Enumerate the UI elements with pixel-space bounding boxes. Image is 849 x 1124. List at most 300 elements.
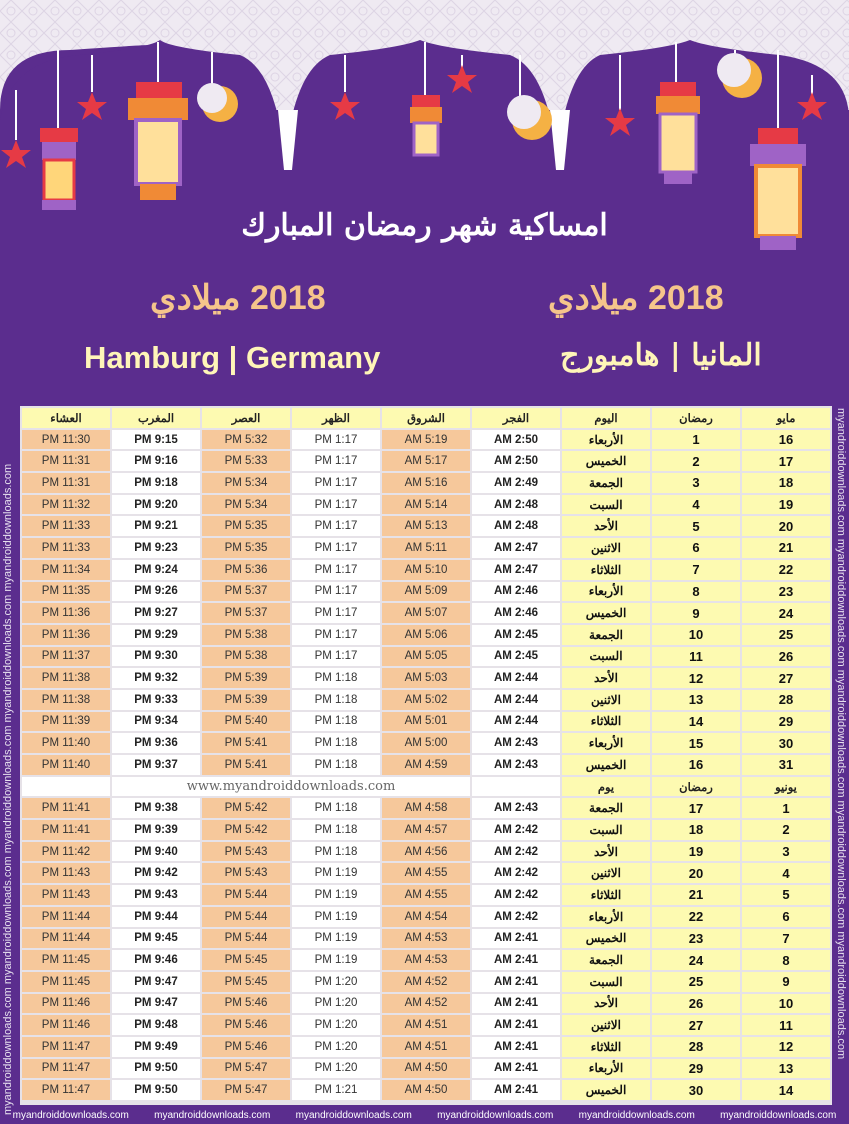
header-ramadan: رمضان [652, 777, 740, 797]
asr-time: 5:41 PM [202, 733, 290, 753]
fajr-time: 2:48 AM [472, 516, 560, 536]
dhuhr-time: 1:20 PM [292, 1015, 380, 1035]
weekday: الاثنين [562, 1015, 650, 1035]
asr-time: 5:37 PM [202, 582, 290, 602]
isha-time: 11:47 PM [22, 1059, 110, 1079]
fajr-time: 2:44 AM [472, 712, 560, 732]
table-row [22, 1059, 830, 1079]
gregorian-date: 14 [742, 1080, 830, 1100]
table-row [22, 495, 830, 515]
asr-time: 5:47 PM [202, 1080, 290, 1100]
gregorian-date: 16 [742, 430, 830, 450]
city-arabic: المانيا | هامبورج [560, 338, 762, 373]
isha-time: 11:31 PM [22, 451, 110, 471]
gregorian-date: 4 [742, 863, 830, 883]
blank-cell [472, 777, 560, 797]
isha-time: 11:40 PM [22, 733, 110, 753]
table-row [22, 842, 830, 862]
fajr-time: 2:43 AM [472, 755, 560, 775]
dhuhr-time: 1:18 PM [292, 820, 380, 840]
shuruq-time: 5:03 AM [382, 668, 470, 688]
fajr-time: 2:44 AM [472, 690, 560, 710]
fajr-time: 2:42 AM [472, 842, 560, 862]
gregorian-date: 22 [742, 560, 830, 580]
lantern-icon [410, 95, 442, 155]
maghrib-time: 9:26 PM [112, 582, 200, 602]
header-month: مايو [742, 408, 830, 428]
isha-time: 11:30 PM [22, 430, 110, 450]
isha-time: 11:40 PM [22, 755, 110, 775]
ramadan-day: 6 [652, 538, 740, 558]
maghrib-time: 9:32 PM [112, 668, 200, 688]
header-day: اليوم [562, 408, 650, 428]
shuruq-time: 4:55 AM [382, 863, 470, 883]
asr-time: 5:37 PM [202, 603, 290, 623]
fajr-time: 2:41 AM [472, 1080, 560, 1100]
shuruq-time: 4:55 AM [382, 885, 470, 905]
weekday: الخميس [562, 1080, 650, 1100]
isha-time: 11:46 PM [22, 994, 110, 1014]
shuruq-time: 4:51 AM [382, 1037, 470, 1057]
gregorian-date: 27 [742, 668, 830, 688]
gregorian-date: 9 [742, 972, 830, 992]
weekday: الاثنين [562, 863, 650, 883]
asr-time: 5:39 PM [202, 690, 290, 710]
shuruq-time: 4:50 AM [382, 1080, 470, 1100]
weekday: الجمعة [562, 950, 650, 970]
shuruq-time: 4:51 AM [382, 1015, 470, 1035]
asr-time: 5:35 PM [202, 516, 290, 536]
ramadan-day: 18 [652, 820, 740, 840]
maghrib-time: 9:45 PM [112, 929, 200, 949]
watermark: www.myandroiddownloads.com [112, 777, 470, 797]
weekday: الأربعاء [562, 733, 650, 753]
maghrib-time: 9:27 PM [112, 603, 200, 623]
side-watermark: myandroiddownloads.com myandroiddownloads.com myandroiddownloads.com myandroiddownloads.com myandroiddownloads.com [2, 463, 14, 1115]
weekday: الخميس [562, 755, 650, 775]
fajr-time: 2:41 AM [472, 929, 560, 949]
isha-time: 11:47 PM [22, 1037, 110, 1057]
gregorian-date: 12 [742, 1037, 830, 1057]
shuruq-time: 5:16 AM [382, 473, 470, 493]
ramadan-day: 10 [652, 625, 740, 645]
shuruq-time: 5:02 AM [382, 690, 470, 710]
table-row [22, 516, 830, 536]
gregorian-date: 5 [742, 885, 830, 905]
fajr-time: 2:41 AM [472, 1059, 560, 1079]
footer-watermarks [0, 1106, 849, 1124]
ramadan-day: 17 [652, 798, 740, 818]
weekday: الأربعاء [562, 430, 650, 450]
table-row [22, 712, 830, 732]
maghrib-time: 9:38 PM [112, 798, 200, 818]
maghrib-time: 9:15 PM [112, 430, 200, 450]
dhuhr-time: 1:17 PM [292, 473, 380, 493]
footer-watermark-text: myandroiddownloads.com [295, 1109, 412, 1121]
ramadan-day: 27 [652, 1015, 740, 1035]
ramadan-day: 19 [652, 842, 740, 862]
asr-time: 5:38 PM [202, 647, 290, 667]
weekday: الثلاثاء [562, 560, 650, 580]
side-watermark: myandroiddownloads.com myandroiddownloads.com myandroiddownloads.com myandroiddownloads.com myandroiddownloads.com [835, 408, 847, 1060]
weekday: السبت [562, 495, 650, 515]
asr-time: 5:33 PM [202, 451, 290, 471]
maghrib-time: 9:39 PM [112, 820, 200, 840]
shuruq-time: 4:53 AM [382, 929, 470, 949]
gregorian-date: 17 [742, 451, 830, 471]
table-header-row [22, 408, 830, 428]
dhuhr-time: 1:17 PM [292, 495, 380, 515]
fajr-time: 2:43 AM [472, 798, 560, 818]
blank-cell [22, 777, 110, 797]
isha-time: 11:36 PM [22, 625, 110, 645]
weekday: الاثنين [562, 690, 650, 710]
header-isha: العشاء [22, 408, 110, 428]
ramadan-day: 12 [652, 668, 740, 688]
isha-time: 11:41 PM [22, 820, 110, 840]
ramadan-day: 28 [652, 1037, 740, 1057]
table-row [22, 560, 830, 580]
ramadan-day: 7 [652, 560, 740, 580]
weekday: الأحد [562, 516, 650, 536]
fajr-time: 2:46 AM [472, 582, 560, 602]
dhuhr-time: 1:18 PM [292, 842, 380, 862]
shuruq-time: 5:06 AM [382, 625, 470, 645]
isha-time: 11:44 PM [22, 929, 110, 949]
maghrib-time: 9:34 PM [112, 712, 200, 732]
maghrib-time: 9:30 PM [112, 647, 200, 667]
fajr-time: 2:49 AM [472, 473, 560, 493]
shuruq-time: 5:11 AM [382, 538, 470, 558]
asr-time: 5:47 PM [202, 1059, 290, 1079]
maghrib-time: 9:40 PM [112, 842, 200, 862]
weekday: الأحد [562, 994, 650, 1014]
table-row [22, 603, 830, 623]
gregorian-date: 11 [742, 1015, 830, 1035]
weekday: الثلاثاء [562, 712, 650, 732]
header-maghrib: المغرب [112, 408, 200, 428]
gregorian-date: 7 [742, 929, 830, 949]
asr-time: 5:44 PM [202, 929, 290, 949]
ramadan-day: 4 [652, 495, 740, 515]
maghrib-time: 9:47 PM [112, 972, 200, 992]
footer-watermark-text: myandroiddownloads.com [720, 1109, 837, 1121]
weekday: السبت [562, 820, 650, 840]
ramadan-day: 9 [652, 603, 740, 623]
asr-time: 5:43 PM [202, 863, 290, 883]
prayer-times-table [20, 406, 832, 1105]
ramadan-day: 23 [652, 929, 740, 949]
asr-time: 5:42 PM [202, 820, 290, 840]
ramadan-day: 5 [652, 516, 740, 536]
dhuhr-time: 1:19 PM [292, 929, 380, 949]
weekday: الجمعة [562, 798, 650, 818]
shuruq-time: 4:58 AM [382, 798, 470, 818]
gregorian-date: 13 [742, 1059, 830, 1079]
dhuhr-time: 1:19 PM [292, 863, 380, 883]
shuruq-time: 5:17 AM [382, 451, 470, 471]
table-row [22, 473, 830, 493]
table-row [22, 885, 830, 905]
asr-time: 5:38 PM [202, 625, 290, 645]
fajr-time: 2:42 AM [472, 907, 560, 927]
asr-time: 5:42 PM [202, 798, 290, 818]
weekday: الخميس [562, 451, 650, 471]
table-row [22, 647, 830, 667]
dhuhr-time: 1:20 PM [292, 972, 380, 992]
isha-time: 11:32 PM [22, 495, 110, 515]
gregorian-date: 23 [742, 582, 830, 602]
isha-time: 11:43 PM [22, 885, 110, 905]
table-row [22, 582, 830, 602]
maghrib-time: 9:46 PM [112, 950, 200, 970]
dhuhr-time: 1:20 PM [292, 994, 380, 1014]
isha-time: 11:38 PM [22, 690, 110, 710]
isha-time: 11:37 PM [22, 647, 110, 667]
fajr-time: 2:44 AM [472, 668, 560, 688]
weekday: السبت [562, 647, 650, 667]
weekday: الجمعة [562, 625, 650, 645]
table-row [22, 907, 830, 927]
fajr-time: 2:41 AM [472, 994, 560, 1014]
asr-time: 5:32 PM [202, 430, 290, 450]
shuruq-time: 5:09 AM [382, 582, 470, 602]
gregorian-date: 24 [742, 603, 830, 623]
asr-time: 5:46 PM [202, 1015, 290, 1035]
table-row [22, 1015, 830, 1035]
dhuhr-time: 1:17 PM [292, 451, 380, 471]
isha-time: 11:44 PM [22, 907, 110, 927]
dhuhr-time: 1:18 PM [292, 690, 380, 710]
maghrib-time: 9:23 PM [112, 538, 200, 558]
fajr-time: 2:47 AM [472, 560, 560, 580]
gregorian-date: 28 [742, 690, 830, 710]
ramadan-day: 11 [652, 647, 740, 667]
asr-time: 5:45 PM [202, 972, 290, 992]
fajr-time: 2:50 AM [472, 451, 560, 471]
dhuhr-time: 1:21 PM [292, 1080, 380, 1100]
gregorian-date: 19 [742, 495, 830, 515]
table-row [22, 451, 830, 471]
shuruq-time: 5:05 AM [382, 647, 470, 667]
fajr-time: 2:41 AM [472, 950, 560, 970]
maghrib-time: 9:42 PM [112, 863, 200, 883]
gregorian-date: 6 [742, 907, 830, 927]
shuruq-time: 5:19 AM [382, 430, 470, 450]
ramadan-day: 2 [652, 451, 740, 471]
lantern-icon [40, 128, 78, 210]
gregorian-date: 20 [742, 516, 830, 536]
gregorian-date: 30 [742, 733, 830, 753]
dhuhr-time: 1:19 PM [292, 950, 380, 970]
fajr-time: 2:47 AM [472, 538, 560, 558]
isha-time: 11:38 PM [22, 668, 110, 688]
maghrib-time: 9:24 PM [112, 560, 200, 580]
shuruq-time: 5:10 AM [382, 560, 470, 580]
isha-time: 11:47 PM [22, 1080, 110, 1100]
header-asr: العصر [202, 408, 290, 428]
ramadan-day: 22 [652, 907, 740, 927]
shuruq-time: 4:53 AM [382, 950, 470, 970]
maghrib-time: 9:21 PM [112, 516, 200, 536]
shuruq-time: 5:07 AM [382, 603, 470, 623]
ramadan-day: 13 [652, 690, 740, 710]
isha-time: 11:35 PM [22, 582, 110, 602]
asr-time: 5:35 PM [202, 538, 290, 558]
isha-time: 11:45 PM [22, 950, 110, 970]
shuruq-time: 4:57 AM [382, 820, 470, 840]
fajr-time: 2:48 AM [472, 495, 560, 515]
dhuhr-time: 1:18 PM [292, 755, 380, 775]
dhuhr-time: 1:17 PM [292, 516, 380, 536]
shuruq-time: 4:50 AM [382, 1059, 470, 1079]
asr-time: 5:39 PM [202, 668, 290, 688]
dhuhr-time: 1:20 PM [292, 1037, 380, 1057]
gregorian-date: 2 [742, 820, 830, 840]
dhuhr-time: 1:18 PM [292, 733, 380, 753]
ramadan-day: 3 [652, 473, 740, 493]
dhuhr-time: 1:17 PM [292, 582, 380, 602]
shuruq-time: 5:00 AM [382, 733, 470, 753]
shuruq-time: 4:56 AM [382, 842, 470, 862]
dhuhr-time: 1:18 PM [292, 712, 380, 732]
ramadan-day: 30 [652, 1080, 740, 1100]
asr-time: 5:44 PM [202, 885, 290, 905]
weekday: الاثنين [562, 538, 650, 558]
table-row [22, 625, 830, 645]
june-subheader-row [22, 777, 830, 797]
dhuhr-time: 1:17 PM [292, 430, 380, 450]
table-row [22, 994, 830, 1014]
asr-time: 5:36 PM [202, 560, 290, 580]
table-row [22, 755, 830, 775]
dhuhr-time: 1:18 PM [292, 668, 380, 688]
dhuhr-time: 1:17 PM [292, 647, 380, 667]
header-shuruq: الشروق [382, 408, 470, 428]
fajr-time: 2:42 AM [472, 820, 560, 840]
weekday: الجمعة [562, 473, 650, 493]
asr-time: 5:44 PM [202, 907, 290, 927]
weekday: الأحد [562, 668, 650, 688]
dhuhr-time: 1:17 PM [292, 560, 380, 580]
table-row [22, 538, 830, 558]
dhuhr-time: 1:20 PM [292, 1059, 380, 1079]
shuruq-time: 5:14 AM [382, 495, 470, 515]
gregorian-date: 3 [742, 842, 830, 862]
header-fajr: الفجر [472, 408, 560, 428]
table-row [22, 733, 830, 753]
isha-time: 11:43 PM [22, 863, 110, 883]
weekday: الأربعاء [562, 582, 650, 602]
ramadan-day: 20 [652, 863, 740, 883]
dhuhr-time: 1:18 PM [292, 798, 380, 818]
table-row [22, 950, 830, 970]
lantern-icon [656, 82, 700, 184]
maghrib-time: 9:50 PM [112, 1059, 200, 1079]
weekday: الثلاثاء [562, 1037, 650, 1057]
table-row [22, 690, 830, 710]
gregorian-date: 31 [742, 755, 830, 775]
maghrib-time: 9:50 PM [112, 1080, 200, 1100]
table-row [22, 668, 830, 688]
gregorian-date: 18 [742, 473, 830, 493]
gregorian-date: 26 [742, 647, 830, 667]
maghrib-time: 9:43 PM [112, 885, 200, 905]
fajr-time: 2:50 AM [472, 430, 560, 450]
gregorian-date: 25 [742, 625, 830, 645]
footer-watermark-text: myandroiddownloads.com [154, 1109, 271, 1121]
gregorian-date: 1 [742, 798, 830, 818]
shuruq-time: 4:52 AM [382, 972, 470, 992]
fajr-time: 2:41 AM [472, 1037, 560, 1057]
isha-time: 11:45 PM [22, 972, 110, 992]
asr-time: 5:45 PM [202, 950, 290, 970]
asr-time: 5:34 PM [202, 495, 290, 515]
header-ramadan: رمضان [652, 408, 740, 428]
ramadan-day: 21 [652, 885, 740, 905]
shuruq-time: 4:54 AM [382, 907, 470, 927]
weekday: الخميس [562, 603, 650, 623]
asr-time: 5:40 PM [202, 712, 290, 732]
header-day: يوم [562, 777, 650, 797]
table-row [22, 1080, 830, 1100]
ramadan-day: 26 [652, 994, 740, 1014]
maghrib-time: 9:18 PM [112, 473, 200, 493]
isha-time: 11:36 PM [22, 603, 110, 623]
gregorian-date: 21 [742, 538, 830, 558]
ramadan-day: 24 [652, 950, 740, 970]
asr-time: 5:34 PM [202, 473, 290, 493]
asr-time: 5:41 PM [202, 755, 290, 775]
weekday: الثلاثاء [562, 885, 650, 905]
table-row [22, 798, 830, 818]
dhuhr-time: 1:19 PM [292, 885, 380, 905]
ramadan-day: 25 [652, 972, 740, 992]
weekday: السبت [562, 972, 650, 992]
table-row [22, 863, 830, 883]
lantern-icon [128, 82, 188, 200]
shuruq-time: 4:52 AM [382, 994, 470, 1014]
city-english: Hamburg | Germany [84, 340, 381, 375]
ramadan-day: 1 [652, 430, 740, 450]
fajr-time: 2:43 AM [472, 733, 560, 753]
asr-time: 5:43 PM [202, 842, 290, 862]
table-row [22, 430, 830, 450]
maghrib-time: 9:47 PM [112, 994, 200, 1014]
gregorian-date: 8 [742, 950, 830, 970]
maghrib-time: 9:36 PM [112, 733, 200, 753]
shuruq-time: 4:59 AM [382, 755, 470, 775]
table-row [22, 929, 830, 949]
isha-time: 11:34 PM [22, 560, 110, 580]
year-label: 2018 ميلادي [150, 279, 326, 317]
dhuhr-time: 1:17 PM [292, 603, 380, 623]
dhuhr-time: 1:17 PM [292, 538, 380, 558]
header-month: يونيو [742, 777, 830, 797]
maghrib-time: 9:37 PM [112, 755, 200, 775]
shuruq-time: 5:01 AM [382, 712, 470, 732]
isha-time: 11:42 PM [22, 842, 110, 862]
fajr-time: 2:42 AM [472, 885, 560, 905]
isha-time: 11:39 PM [22, 712, 110, 732]
weekday: الأحد [562, 842, 650, 862]
weekday: الخميس [562, 929, 650, 949]
maghrib-time: 9:29 PM [112, 625, 200, 645]
gregorian-date: 29 [742, 712, 830, 732]
isha-time: 11:33 PM [22, 516, 110, 536]
isha-time: 11:46 PM [22, 1015, 110, 1035]
isha-time: 11:31 PM [22, 473, 110, 493]
